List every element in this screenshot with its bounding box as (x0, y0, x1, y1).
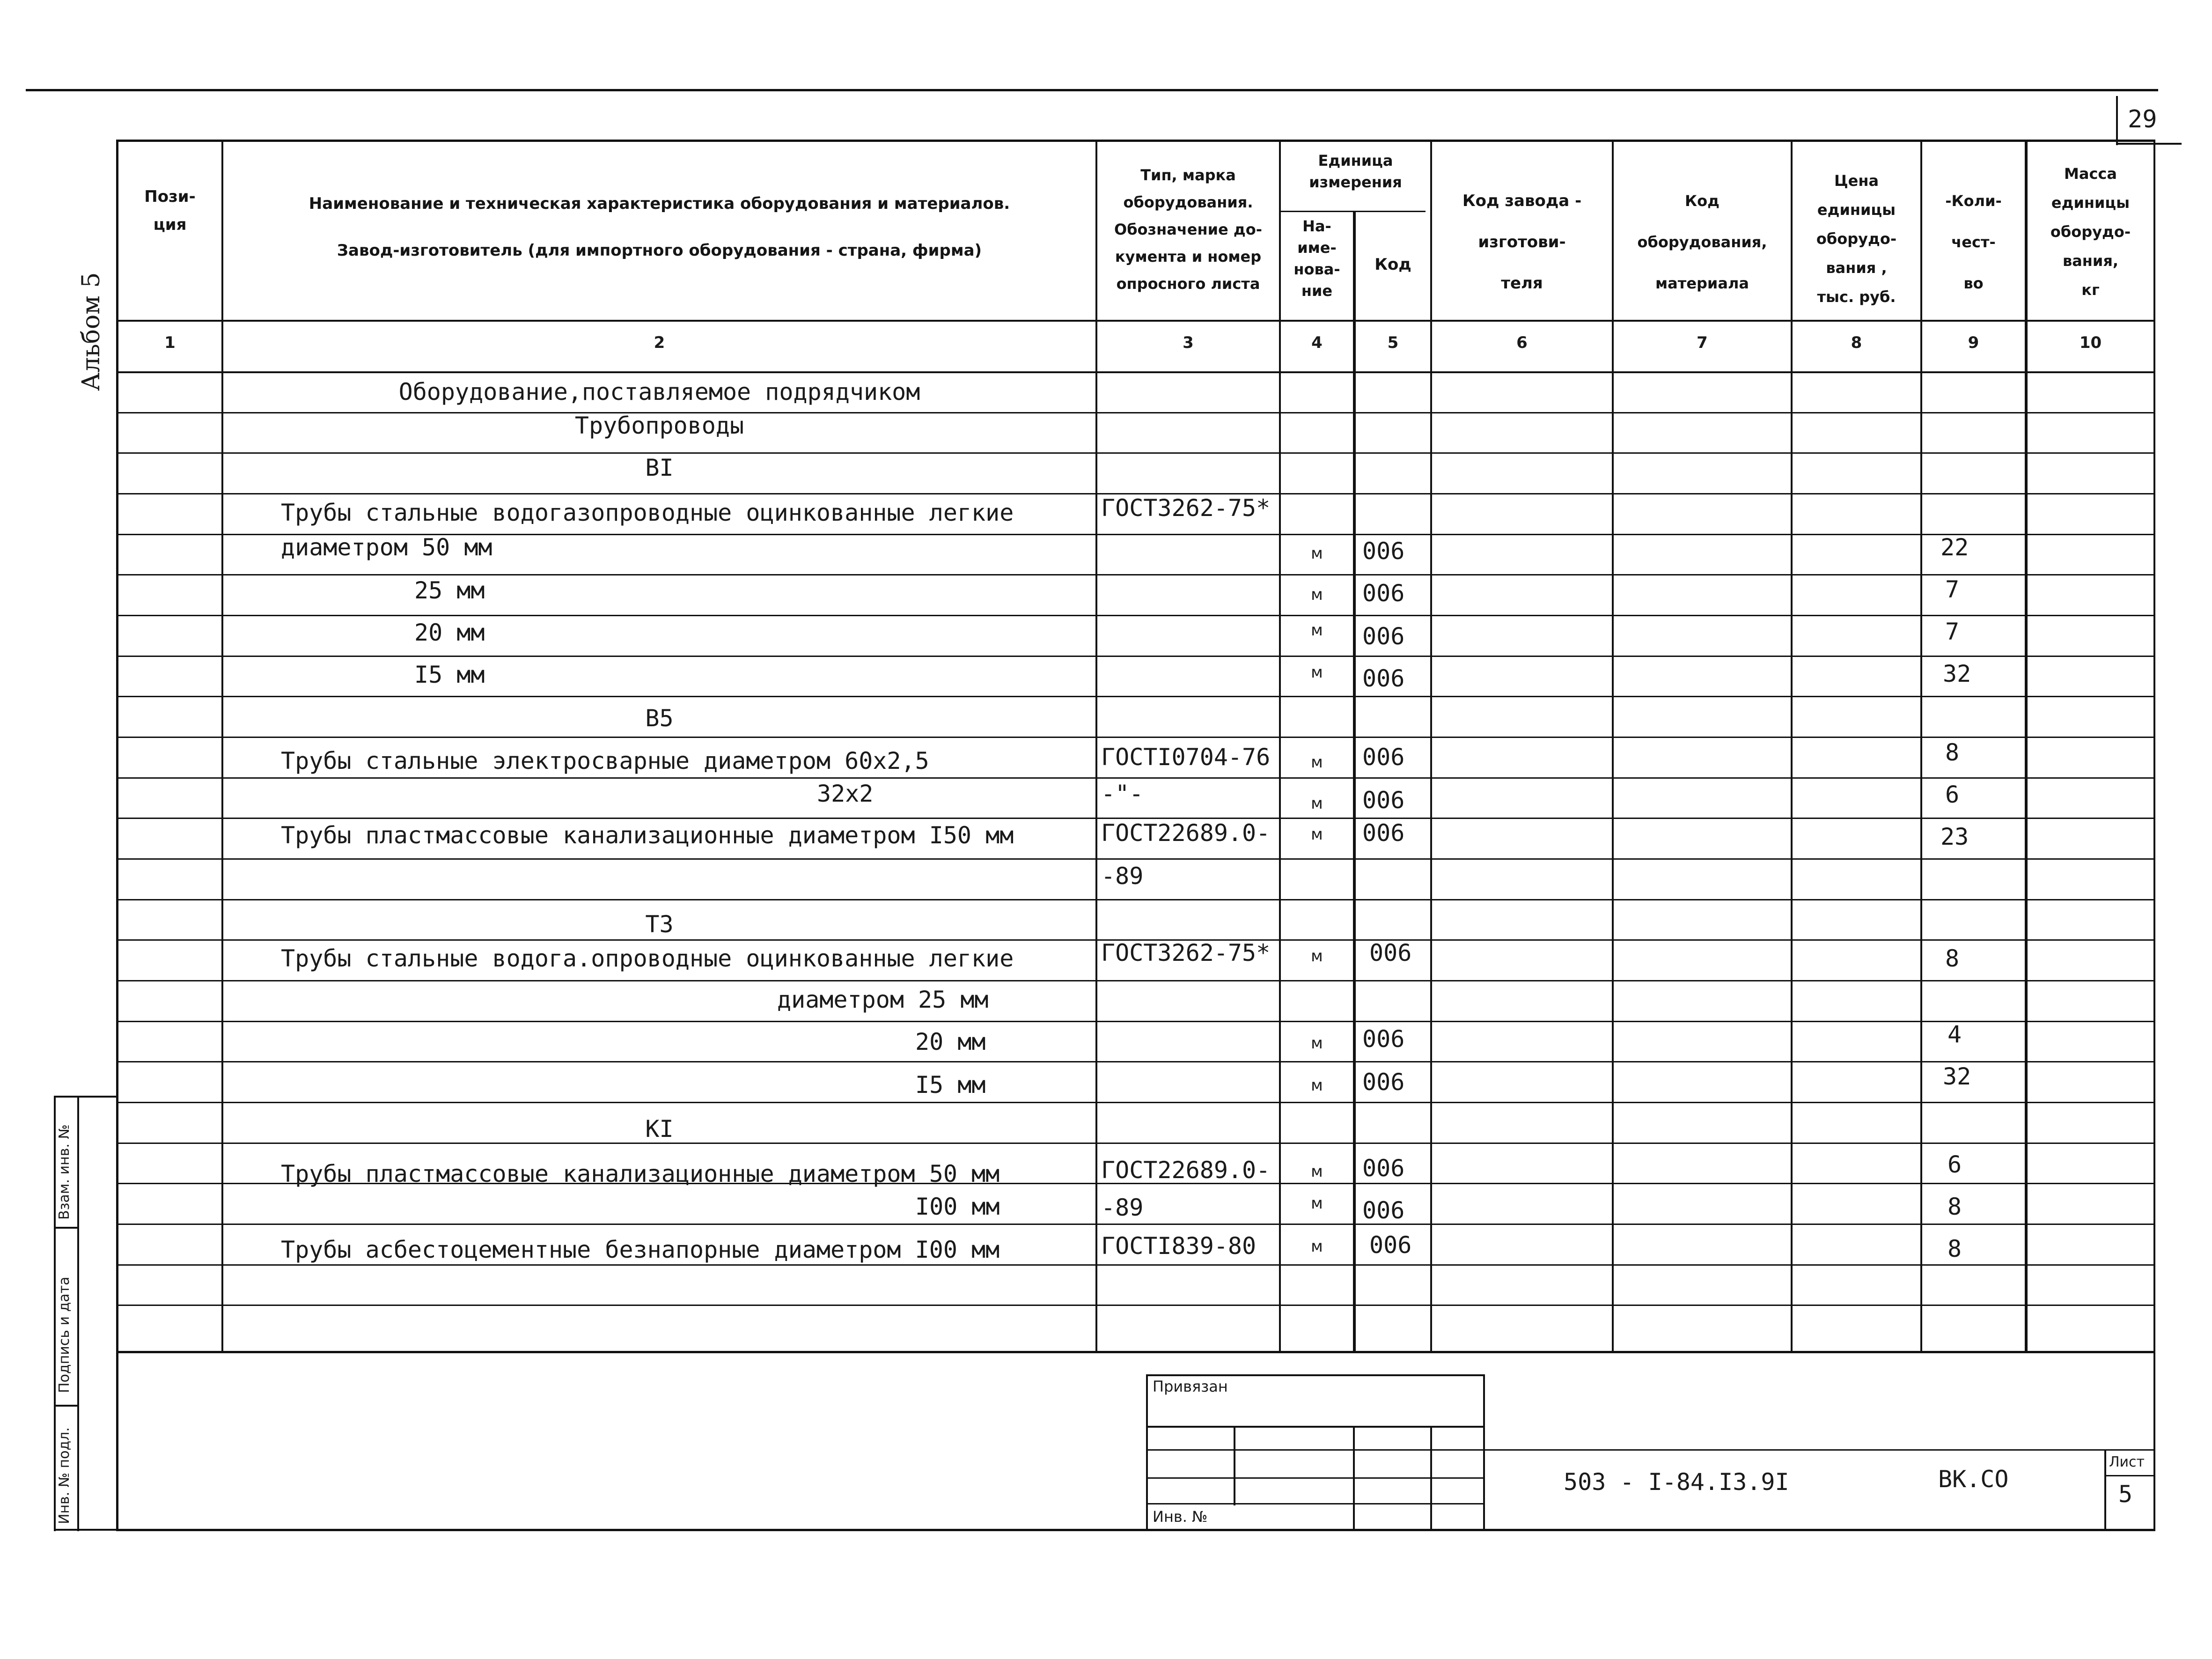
item-name: 25 мм (414, 577, 485, 604)
item-unit: м (1311, 1162, 1323, 1181)
item-unit: м (1311, 825, 1323, 844)
item-code: 006 (1362, 819, 1405, 847)
header-unit-code: Код (1374, 255, 1411, 274)
item-unit: м (1311, 1237, 1323, 1256)
header-position: Пози- ция (144, 187, 196, 234)
item-qty: 4 (1947, 1021, 1962, 1048)
system-title: Т3 (645, 911, 674, 938)
header-material-code: Код оборудования, материала (1637, 192, 1767, 292)
item-type: ГОСТ3262-75* (1101, 494, 1271, 522)
header-price: Цена единицы оборудо- вания , тыс. руб. (1816, 172, 1897, 306)
item-name: 20 мм (915, 1028, 986, 1055)
item-name: Трубы пластмассовые канализационные диаметром I50 мм (281, 822, 1014, 849)
sheet-label: Лист (2109, 1454, 2145, 1470)
item-name: Трубы асбестоцементные безнапорные диаметром I00 мм (281, 1236, 1000, 1263)
item-unit: м (1311, 585, 1323, 604)
item-code: 006 (1362, 580, 1405, 607)
header-name: Наименование и техническая характеристика оборудования и материалов. Завод-изготовитель (для импортного оборудования - страна, фирма) (309, 194, 1010, 260)
item-qty: 6 (1945, 781, 1960, 808)
column-number: 1 (164, 333, 176, 352)
column-number: 6 (1516, 333, 1528, 352)
header-quantity: -Коли- чест- во (1945, 192, 2002, 292)
item-type: ГОСТI0704-76 (1101, 744, 1271, 771)
item-unit: м (1311, 947, 1323, 966)
item-code: 006 (1362, 538, 1405, 565)
side-label: Взам. инв. № (56, 1124, 73, 1220)
system-title: ВI (645, 454, 674, 481)
column-number: 7 (1697, 333, 1708, 352)
item-name: 20 мм (414, 619, 485, 646)
item-code: 006 (1369, 1231, 1412, 1259)
item-type: ГОСТI839-80 (1101, 1232, 1257, 1260)
item-unit: м (1311, 1034, 1323, 1053)
column-number: 3 (1183, 333, 1194, 352)
header-unit-name: На- име- нова- ние (1293, 217, 1340, 300)
item-unit: м (1311, 1076, 1323, 1095)
item-type: -89 (1101, 1194, 1144, 1221)
system-title: В5 (645, 705, 674, 732)
item-name: Трубы пластмассовые канализационные диаметром 50 мм (281, 1160, 1000, 1187)
column-number: 10 (2079, 333, 2102, 352)
item-name: I5 мм (915, 1071, 986, 1099)
item-unit: м (1311, 544, 1323, 563)
header-mass: Масса единицы оборудо- вания, кг (2050, 165, 2131, 299)
side-label: Подпись и дата (56, 1276, 73, 1393)
item-name: Трубы стальные водога.опроводные оцинкованные легкие (281, 945, 1014, 972)
item-qty: 8 (1945, 739, 1960, 766)
item-name: 32х2 (817, 780, 874, 807)
page-number: 29 (2128, 105, 2157, 133)
item-name: I5 мм (414, 661, 485, 688)
item-code: 006 (1362, 1197, 1405, 1224)
item-name: Трубы стальные водогазопроводные оцинкованные легкие (281, 499, 1014, 526)
system-title: КI (645, 1115, 674, 1143)
section-title: Трубопроводы (574, 412, 744, 439)
item-qty: 32 (1943, 1063, 1971, 1090)
item-qty: 7 (1945, 576, 1960, 603)
item-unit: м (1311, 663, 1323, 682)
item-qty: 7 (1945, 618, 1960, 645)
item-code: 006 (1362, 623, 1405, 650)
inv-no-label: Инв. № (1153, 1508, 1208, 1526)
item-type: -89 (1101, 863, 1144, 890)
column-number: 2 (654, 333, 665, 352)
privyazan-label: Привязан (1153, 1378, 1228, 1395)
sheet-number: 5 (2118, 1481, 2133, 1508)
item-code: 006 (1362, 1025, 1405, 1053)
item-qty: 22 (1940, 534, 1969, 561)
item-unit: м (1311, 1194, 1323, 1213)
item-qty: 6 (1947, 1151, 1962, 1178)
header-type: Тип, марка оборудования. Обозначение до- кумента и номер опросного листа (1114, 166, 1262, 293)
album-label: Альбом 5 (77, 272, 105, 391)
item-code: 006 (1362, 787, 1405, 814)
item-unit: м (1311, 753, 1323, 772)
item-qty: 8 (1945, 945, 1960, 972)
item-code: 006 (1369, 939, 1412, 966)
item-qty: 32 (1943, 660, 1971, 687)
document-mark: ВК.СО (1938, 1466, 2009, 1493)
section-title: Оборудование,поставляемое подрядчиком (398, 378, 920, 406)
column-number: 8 (1851, 333, 1862, 352)
item-name: I00 мм (915, 1193, 1000, 1220)
item-type: -"- (1101, 780, 1144, 807)
item-qty: 23 (1940, 823, 1969, 850)
item-code: 006 (1362, 744, 1405, 771)
item-type: ГОСТ22689.0- (1101, 1157, 1271, 1184)
item-code: 006 (1362, 1069, 1405, 1096)
item-code: 006 (1362, 665, 1405, 692)
item-code: 006 (1362, 1155, 1405, 1182)
document-code: 503 - I-84.I3.9I (1564, 1468, 1789, 1496)
side-label: Инв. № подл. (56, 1427, 73, 1524)
item-type: ГОСТ22689.0- (1101, 819, 1271, 847)
column-number: 5 (1387, 333, 1399, 352)
column-number: 4 (1311, 333, 1323, 352)
header-unit-group: Единица измерения (1309, 152, 1402, 191)
item-unit: м (1311, 621, 1323, 640)
header-plant-code: Код завода - изготови- теля (1462, 192, 1582, 293)
column-number: 9 (1968, 333, 1979, 352)
item-name: диаметром 25 мм (777, 986, 989, 1013)
item-qty: 8 (1947, 1235, 1962, 1262)
item-type: ГОСТ3262-75* (1101, 939, 1271, 966)
item-unit: м (1311, 794, 1323, 813)
item-qty: 8 (1947, 1193, 1962, 1220)
item-name: Трубы стальные электросварные диаметром 60х2,5 (281, 747, 929, 774)
item-name: диаметром 50 мм (281, 534, 492, 561)
